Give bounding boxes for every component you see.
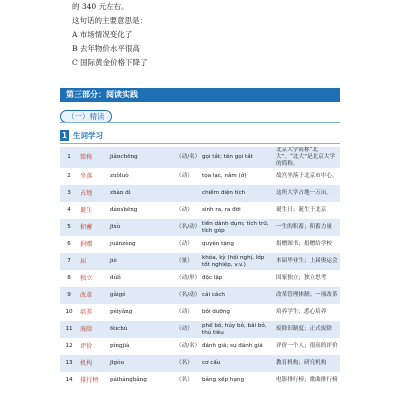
- word-pos: （动）: [174, 168, 200, 185]
- intro-line: 这句话的主要意思是：: [72, 16, 147, 25]
- word-number: 14: [60, 372, 78, 389]
- word-pos: （动/形）: [174, 270, 200, 287]
- word-pos: （名）: [174, 372, 200, 389]
- word-meaning: đánh giá; sự đánh giá: [200, 338, 274, 355]
- word-pos: （量）: [174, 253, 200, 270]
- table-row: [60, 321, 340, 338]
- word-example: 改革管理体制；一项改革: [274, 287, 340, 304]
- word-pos: （动）: [174, 321, 200, 338]
- word-example: 评价一个人；很高的评价: [274, 338, 340, 355]
- word-pos: [174, 185, 200, 202]
- divider: [60, 143, 340, 144]
- table-row: [60, 219, 340, 236]
- word-number: 3: [60, 185, 78, 202]
- word-example: 培养学生；悉心培养: [274, 304, 340, 321]
- word-number: 7: [60, 253, 78, 270]
- word-example: 国家独立；独立思考: [274, 270, 340, 287]
- word-number: 8: [60, 270, 78, 287]
- word-meaning: sinh ra, ra đời: [200, 202, 274, 219]
- word-example: 教育机构；研究机构: [274, 355, 340, 372]
- intro-option-a: A 市场情况变化了: [72, 30, 133, 39]
- word-number: 11: [60, 321, 78, 338]
- word-pinyin: jiǎnchēng: [108, 147, 174, 168]
- table-row: [60, 304, 340, 321]
- word-pos: （名/动）: [174, 287, 200, 304]
- word-pinyin: jiè: [108, 253, 174, 270]
- table-row: [60, 355, 340, 372]
- word-pinyin: dúlì: [108, 270, 174, 287]
- table-row: [60, 236, 340, 253]
- word-example: 电影排行榜；歌曲排行榜: [274, 372, 340, 389]
- word-meaning: cải cách: [200, 287, 274, 304]
- table-row: [60, 287, 340, 304]
- word-pinyin: jīgòu: [108, 355, 174, 372]
- vocab-title: 生词学习: [73, 131, 103, 140]
- word-pinyin: jīxù: [108, 219, 174, 236]
- intro-text: [72, 0, 372, 70]
- word-meaning: tọa lạc, nằm (ở): [200, 168, 274, 185]
- table-row: [60, 202, 340, 219]
- word-hanzi: 捐赠: [78, 236, 108, 253]
- word-pinyin: juānzèng: [108, 236, 174, 253]
- word-meaning: bồi dưỡng: [200, 304, 274, 321]
- table-row: [60, 147, 340, 168]
- word-pinyin: dànshēng: [108, 202, 174, 219]
- subsection-label: （一）精读: [60, 110, 112, 123]
- word-example: 这所大学占地一万亩。: [274, 185, 340, 202]
- word-hanzi: 独立: [78, 270, 108, 287]
- word-meaning: gọi tắt; tên gọi tắt: [200, 147, 274, 168]
- word-meaning: độc lập: [200, 270, 274, 287]
- word-number: 5: [60, 219, 78, 236]
- word-pos: （动）: [174, 304, 200, 321]
- word-pinyin: píngjià: [108, 338, 174, 355]
- word-meaning: tiền dành dụm; tích trữ, tích góp: [200, 219, 274, 236]
- word-number: 10: [60, 304, 78, 321]
- intro-option-b: B 去年物价水平很高: [72, 44, 140, 53]
- word-example: 本届毕业生；上届奥运会: [274, 253, 340, 270]
- table-row: [60, 185, 340, 202]
- word-meaning: bảng xếp hạng: [200, 372, 274, 389]
- word-number: 2: [60, 168, 78, 185]
- word-pinyin: zuòluò: [108, 168, 174, 185]
- word-number: 13: [60, 355, 78, 372]
- word-pos: （动/名）: [174, 338, 200, 355]
- word-number: 9: [60, 287, 78, 304]
- intro-line: 的 340 元左右。: [72, 2, 129, 11]
- word-example: 故宫坐落于北京市中心。: [274, 168, 340, 185]
- word-meaning: cơ cấu: [200, 355, 274, 372]
- word-pinyin: gǎigé: [108, 287, 174, 304]
- word-pos: （动）: [174, 236, 200, 253]
- word-hanzi: 诞生: [78, 202, 108, 219]
- word-hanzi: 简称: [78, 147, 108, 168]
- word-hanzi: 改革: [78, 287, 108, 304]
- word-meaning: khóa, kỳ (hội nghị, lớp tốt nghiệp, v.v.): [200, 253, 274, 270]
- word-example: 捐赠图书；捐赠给学校: [274, 236, 340, 253]
- table-row: [60, 253, 340, 270]
- section-title: 第三部分：阅读实践: [60, 88, 340, 102]
- word-pinyin: péiyǎng: [108, 304, 174, 321]
- table-row: [60, 270, 340, 287]
- word-hanzi: 评价: [78, 338, 108, 355]
- word-meaning: quyên tặng: [200, 236, 274, 253]
- word-meaning: phế bỏ, hủy bỏ, bãi bỏ, thủ tiêu: [200, 321, 274, 338]
- word-pos: （名/动）: [174, 219, 200, 236]
- word-pos: （动）: [174, 202, 200, 219]
- word-pos: （动/名）: [174, 147, 200, 168]
- table-row: [60, 372, 340, 389]
- word-hanzi: 届: [78, 253, 108, 270]
- divider: [60, 122, 340, 123]
- word-example: 一生的积蓄；积蓄力量: [274, 219, 340, 236]
- word-hanzi: 机构: [78, 355, 108, 372]
- word-meaning: chiếm diện tích: [200, 185, 274, 202]
- word-hanzi: 占地: [78, 185, 108, 202]
- word-example: 北京大学简称“北大”。“北大”是北京大学的简称。: [274, 147, 340, 168]
- word-hanzi: 坐落: [78, 168, 108, 185]
- word-pinyin: fèichú: [108, 321, 174, 338]
- word-pos: （名）: [174, 355, 200, 372]
- word-number: 6: [60, 236, 78, 253]
- word-hanzi: 排行榜: [78, 372, 108, 389]
- word-pinyin: páihángbǎng: [108, 372, 174, 389]
- word-pinyin: zhàn dì: [108, 185, 174, 202]
- table-row: [60, 168, 340, 185]
- word-example: 废除旧制度；正式废除: [274, 321, 340, 338]
- word-number: 4: [60, 202, 78, 219]
- table-row: [60, 338, 340, 355]
- vocab-heading: [60, 130, 103, 141]
- word-hanzi: 培养: [78, 304, 108, 321]
- word-example: 诞生日；诞生于北京: [274, 202, 340, 219]
- vocab-table: [60, 147, 340, 389]
- word-number: 12: [60, 338, 78, 355]
- word-hanzi: 废除: [78, 321, 108, 338]
- vocab-number: 1: [61, 131, 68, 140]
- word-number: 1: [60, 147, 78, 168]
- word-hanzi: 积蓄: [78, 219, 108, 236]
- intro-option-c: C 国际黄金价格下降了: [72, 58, 148, 67]
